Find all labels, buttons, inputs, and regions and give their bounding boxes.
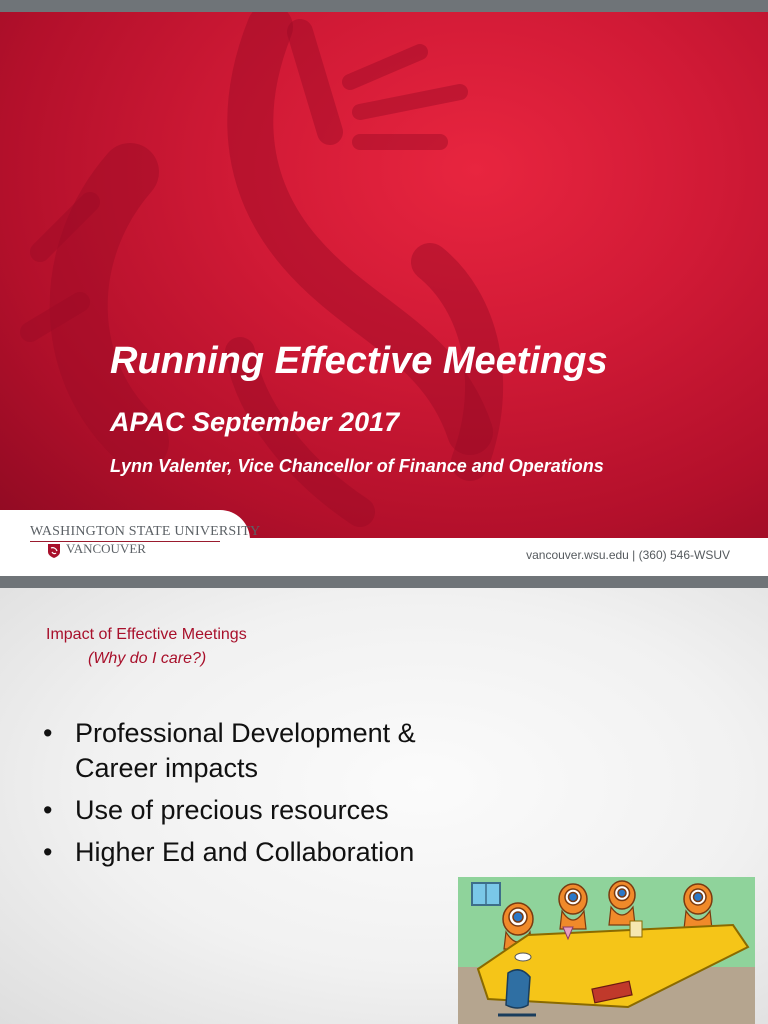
title-slide	[0, 12, 768, 538]
slide-heading: Impact of Effective Meetings	[46, 626, 247, 643]
bullet-icon: •	[43, 837, 53, 867]
contact-info: vancouver.wsu.edu | (360) 546-WSUV	[526, 548, 730, 562]
bullet-text: Higher Ed and Collaboration	[75, 837, 415, 867]
slide-subtitle: APAC September 2017	[110, 407, 400, 437]
bullet-list	[40, 716, 480, 877]
bullet-text: Use of precious resources	[75, 795, 389, 825]
list-item	[40, 835, 480, 870]
meeting-cartoon-icon	[458, 877, 755, 1024]
list-item	[40, 716, 480, 786]
wsu-crest-icon	[46, 543, 62, 559]
bullet-icon: •	[43, 795, 53, 825]
bullet-icon: •	[43, 718, 53, 748]
campus-name: VANCOUVER	[66, 541, 146, 556]
content-slide	[0, 588, 768, 1024]
slide-title: Running Effective Meetings	[110, 340, 608, 382]
top-divider-bar	[0, 0, 768, 12]
slide-divider-bar	[0, 576, 768, 588]
list-item	[40, 793, 480, 828]
university-name: WASHINGTON STATE UNIVERSITY	[30, 524, 261, 539]
slide-subheading: (Why do I care?)	[88, 650, 207, 667]
bullet-text: Professional Development & Career impacts	[75, 718, 416, 783]
presenter-line: Lynn Valenter, Vice Chancellor of Finance and Operations	[110, 456, 604, 476]
